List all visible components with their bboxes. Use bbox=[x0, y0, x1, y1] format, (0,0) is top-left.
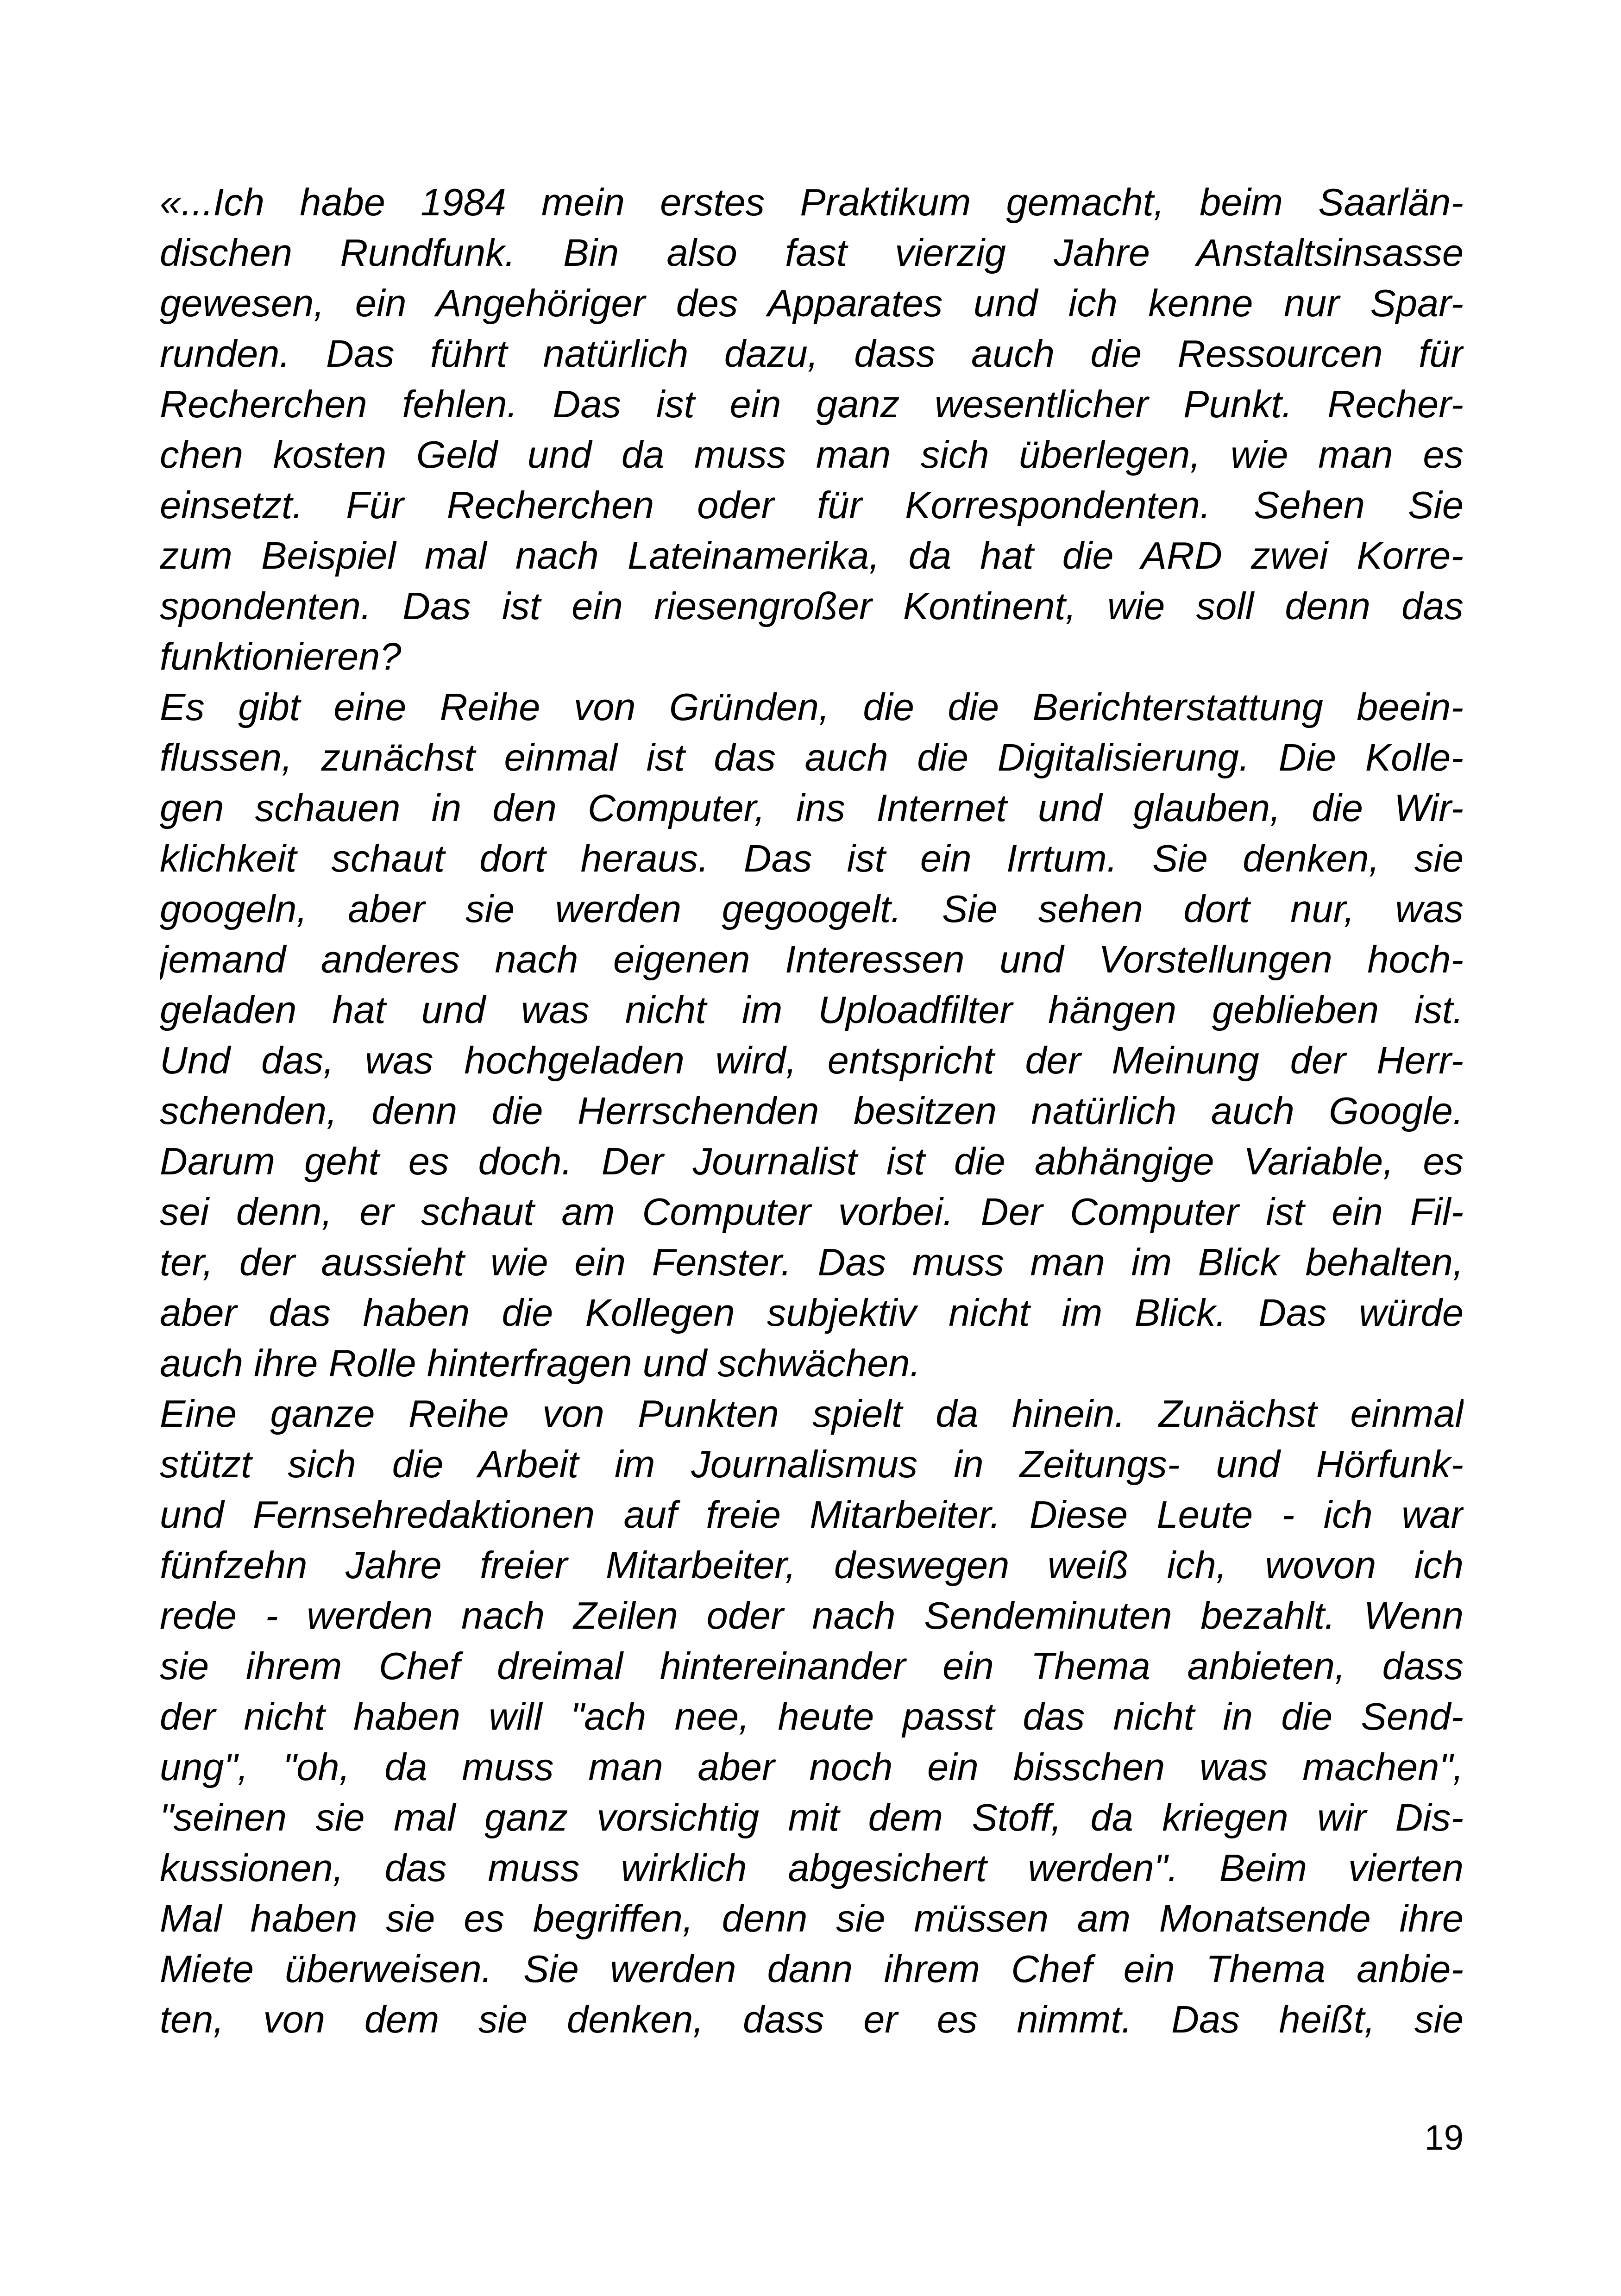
text-line: spondenten. Das ist ein riesengroßer Kontinent, wie soll denn das bbox=[160, 584, 1464, 627]
text-line: googeln, aber sie werden gegoogelt. Sie sehen dort nur, was bbox=[160, 887, 1464, 930]
body-text bbox=[160, 177, 1464, 2045]
text-line: kussionen, das muss wirklich abgesichert werden". Beim vierten bbox=[160, 1846, 1464, 1889]
text-line: Es gibt eine Reihe von Gründen, die die Berichterstattung beein- bbox=[160, 685, 1464, 728]
text-line: gen schauen in den Computer, ins Internet und glauben, die Wir- bbox=[160, 786, 1464, 829]
text-line: ter, der aussieht wie ein Fenster. Das muss man im Blick behalten, bbox=[160, 1241, 1464, 1284]
text-line: rede - werden nach Zeilen oder nach Sendeminuten bezahlt. Wenn bbox=[160, 1594, 1464, 1637]
text-line: fünfzehn Jahre freier Mitarbeiter, deswegen weiß ich, wovon ich bbox=[160, 1543, 1464, 1587]
text-line: Mal haben sie es begriffen, denn sie müssen am Monatsende ihre bbox=[160, 1897, 1464, 1940]
text-line: «...Ich habe 1984 mein erstes Praktikum gemacht, beim Saarlän- bbox=[160, 181, 1464, 224]
text-line: ung", "oh, da muss man aber noch ein bisschen was machen", bbox=[160, 1745, 1464, 1788]
text-line: stützt sich die Arbeit im Journalismus in Zeitungs- und Hörfunk- bbox=[160, 1443, 1464, 1486]
text-line: dischen Rundfunk. Bin also fast vierzig Jahre Anstaltsinsasse bbox=[160, 231, 1464, 274]
text-line: der nicht haben will "ach nee, heute passt das nicht in die Send- bbox=[160, 1695, 1464, 1738]
text-line: "seinen sie mal ganz vorsichtig mit dem Stoff, da kriegen wir Dis- bbox=[160, 1796, 1464, 1839]
text-line: Recherchen fehlen. Das ist ein ganz wesentlicher Punkt. Recher- bbox=[160, 383, 1464, 426]
text-line: gewesen, ein Angehöriger des Apparates und ich kenne nur Spar- bbox=[160, 282, 1464, 325]
text-line: Eine ganze Reihe von Punkten spielt da hinein. Zunächst einmal bbox=[160, 1392, 1464, 1435]
text-line: funktionieren? bbox=[160, 635, 402, 678]
text-line: aber das haben die Kollegen subjektiv nicht im Blick. Das würde bbox=[160, 1291, 1464, 1334]
page-number: 19 bbox=[1424, 2118, 1464, 2158]
text-line: sie ihrem Chef dreimal hintereinander ein Thema anbieten, dass bbox=[160, 1644, 1464, 1687]
text-line: auch ihre Rolle hinterfragen und schwächen. bbox=[160, 1342, 921, 1385]
text-line: Miete überweisen. Sie werden dann ihrem Chef ein Thema anbie- bbox=[160, 1947, 1464, 1990]
text-line: geladen hat und was nicht im Uploadfilter hängen geblieben ist. bbox=[160, 988, 1464, 1031]
text-line: sei denn, er schaut am Computer vorbei. Der Computer ist ein Fil- bbox=[160, 1190, 1464, 1233]
text-line: Und das, was hochgeladen wird, entspricht der Meinung der Herr- bbox=[160, 1039, 1464, 1082]
text-line: zum Beispiel mal nach Lateinamerika, da hat die ARD zwei Korre- bbox=[160, 534, 1464, 577]
text-line: chen kosten Geld und da muss man sich überlegen, wie man es bbox=[160, 433, 1464, 476]
text-line: jemand anderes nach eigenen Interessen und Vorstellungen hoch- bbox=[160, 938, 1464, 981]
text-line: runden. Das führt natürlich dazu, dass auch die Ressourcen für bbox=[160, 332, 1464, 375]
text-line: ten, von dem sie denken, dass er es nimmt. Das heißt, sie bbox=[160, 1998, 1464, 2041]
text-line: einsetzt. Für Recherchen oder für Korrespondenten. Sehen Sie bbox=[160, 483, 1464, 527]
text-line: Darum geht es doch. Der Journalist ist die abhängige Variable, es bbox=[160, 1140, 1464, 1183]
text-line: schenden, denn die Herrschenden besitzen natürlich auch Google. bbox=[160, 1089, 1464, 1132]
text-line: klichkeit schaut dort heraus. Das ist ein Irrtum. Sie denken, sie bbox=[160, 837, 1464, 880]
text-line: flussen, zunächst einmal ist das auch die Digitalisierung. Die Kolle- bbox=[160, 736, 1464, 779]
text-line: und Fernsehredaktionen auf freie Mitarbeiter. Diese Leute - ich war bbox=[160, 1493, 1464, 1536]
